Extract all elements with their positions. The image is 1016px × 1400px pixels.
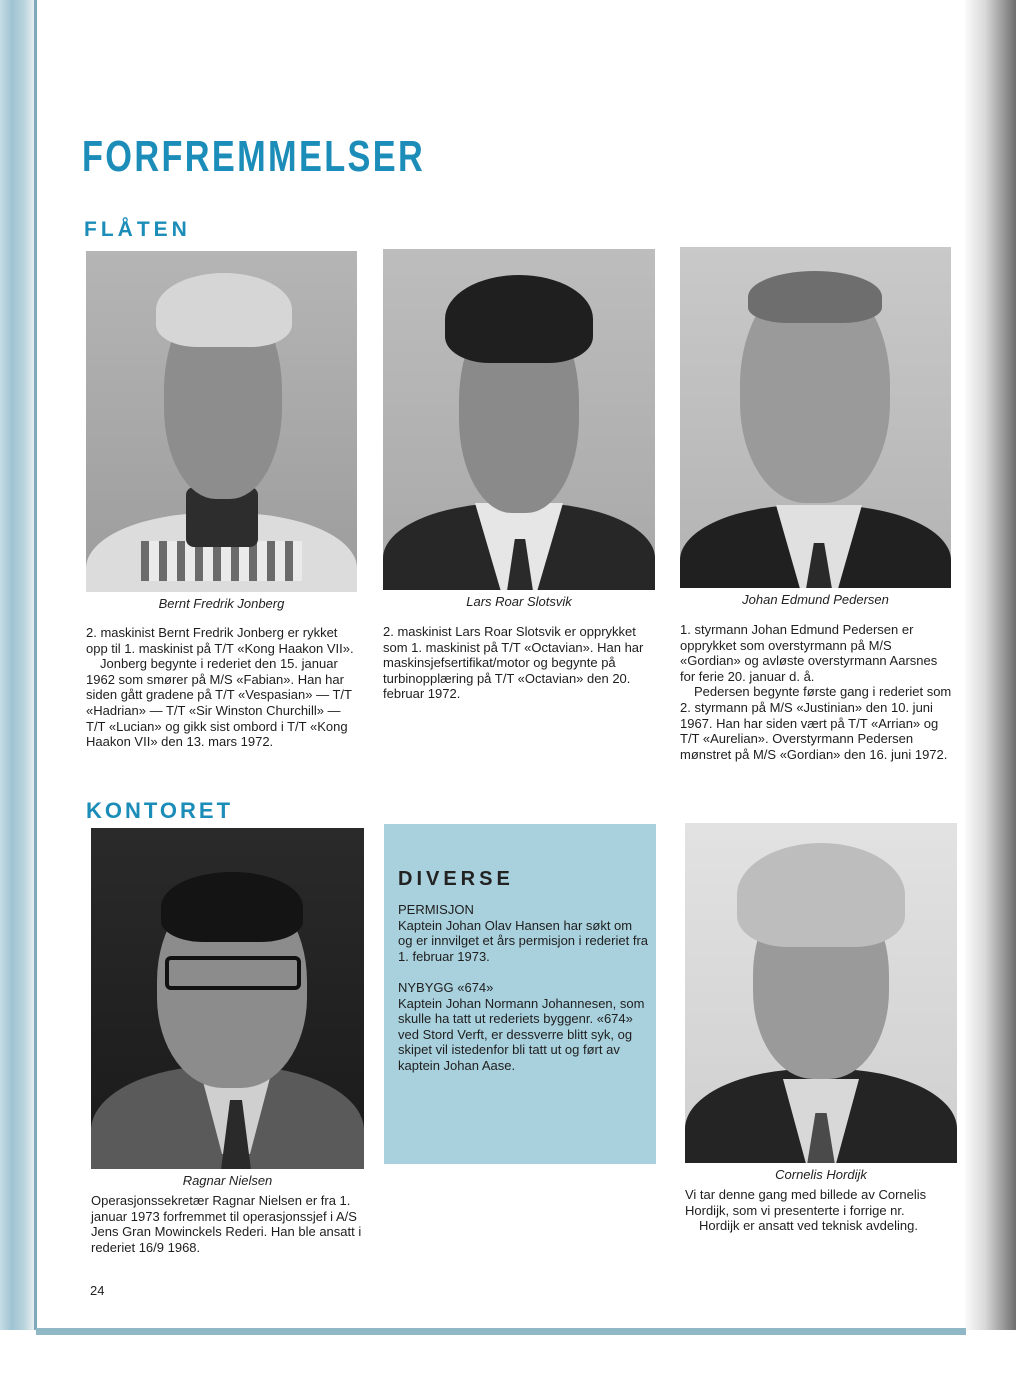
bio-text-slotsvik [383,624,657,702]
bio-paragraph: Vi tar denne gang med billede av Cornelis Hordijk, som vi presenterte i forrige nr. [685,1187,927,1218]
diverse-item-text: Kaptein Johan Normann Johannesen, som skulle ha tatt ut rederiets byggenr. «674» ved Stord Verft, er dessverre blitt syk, og skipet vil istedenfor bli tatt ut og ført av kaptein Johan Aase. [398,995,645,1073]
bio-text-hordijk [685,1187,959,1234]
portrait-photo-pedersen [680,247,951,588]
photo-caption: Lars Roar Slotsvik [466,594,572,609]
bio-paragraph: 2. maskinist Lars Roar Slotsvik er opprykket som 1. maskinist på T/T «Octavian». Han har maskinsjefsertifikat/motor og begynte på turbinopplæring på T/T «Octavian» den 20. februar 1972. [383,624,644,702]
section-heading-flaten: FLÅTEN [84,218,191,241]
bio-paragraph: Hordijk er ansatt ved teknisk avdeling. [699,1218,918,1234]
binding-spine-right [965,0,1016,1330]
diverse-item-permisjon [398,902,648,964]
page-bottom-edge [36,1328,966,1335]
bio-paragraph: Jonberg begynte i rederiet den 15. januar 1962 som smører på M/S «Fabian». Han har siden gått gradene på T/T «Vespasian» — T/T «Hadrian» — T/T «Sir Winston Churchill» — T/T «Lucian» og gikk sist ombord i T/T «Kong Haakon VII» den 13. mars 1972. [86,656,352,750]
portrait-photo-nielsen [91,828,364,1169]
bio-paragraph: 1. styrmann Johan Edmund Pedersen er opprykket som overstyrmann på M/S «Gordian» og avløste overstyrmann Aarsnes for ferie 20. januar d. å. [680,622,938,684]
diverse-heading: DIVERSE [398,868,514,890]
bio-paragraph: 2. maskinist Bernt Fredrik Jonberg er rykket opp til 1. maskinist på T/T «Kong Haakon VII». [86,625,354,656]
bio-paragraph: Pedersen begynte første gang i rederiet som 2. styrmann på M/S «Justinian» den 10. juni 1967. Han har siden vært på T/T «Arrian» og T/T «Aurelian». Overstyrmann Pedersen mønstret på M/S «Gordian» den 16. juni 1972. [680,684,952,762]
photo-caption: Johan Edmund Pedersen [742,592,889,607]
page-number: 24 [90,1283,105,1298]
section-heading-kontoret: KONTORET [86,798,234,823]
bio-text-pedersen [680,622,954,762]
page-title: FORFREMMELSER [82,132,426,181]
portrait-photo-slotsvik [383,249,655,590]
portrait-photo-hordijk [685,823,957,1163]
binding-spine-left [0,0,34,1330]
diverse-item-title: NYBYGG «674» [398,980,494,995]
bio-text-nielsen [91,1193,365,1255]
binding-edge-line [34,0,37,1330]
diverse-item-nybygg [398,980,648,1074]
portrait-photo-jonberg [86,251,357,592]
photo-caption: Cornelis Hordijk [775,1167,867,1182]
bio-paragraph: Operasjonssekretær Ragnar Nielsen er fra 1. januar 1973 forfremmet til operasjonssjef i A/S Jens Gran Mowinckels Rederi. Han ble ansatt i rederiet 16/9 1968. [91,1193,362,1255]
diverse-box [384,824,656,1164]
bio-text-jonberg [86,625,360,750]
photo-caption: Ragnar Nielsen [182,1173,273,1188]
photo-caption: Bernt Fredrik Jonberg [158,596,285,611]
diverse-item-title: PERMISJON [398,902,474,917]
diverse-item-text: Kaptein Johan Olav Hansen har søkt om og er innvilget et års permisjon i rederiet fra 1. februar 1973. [398,917,649,964]
